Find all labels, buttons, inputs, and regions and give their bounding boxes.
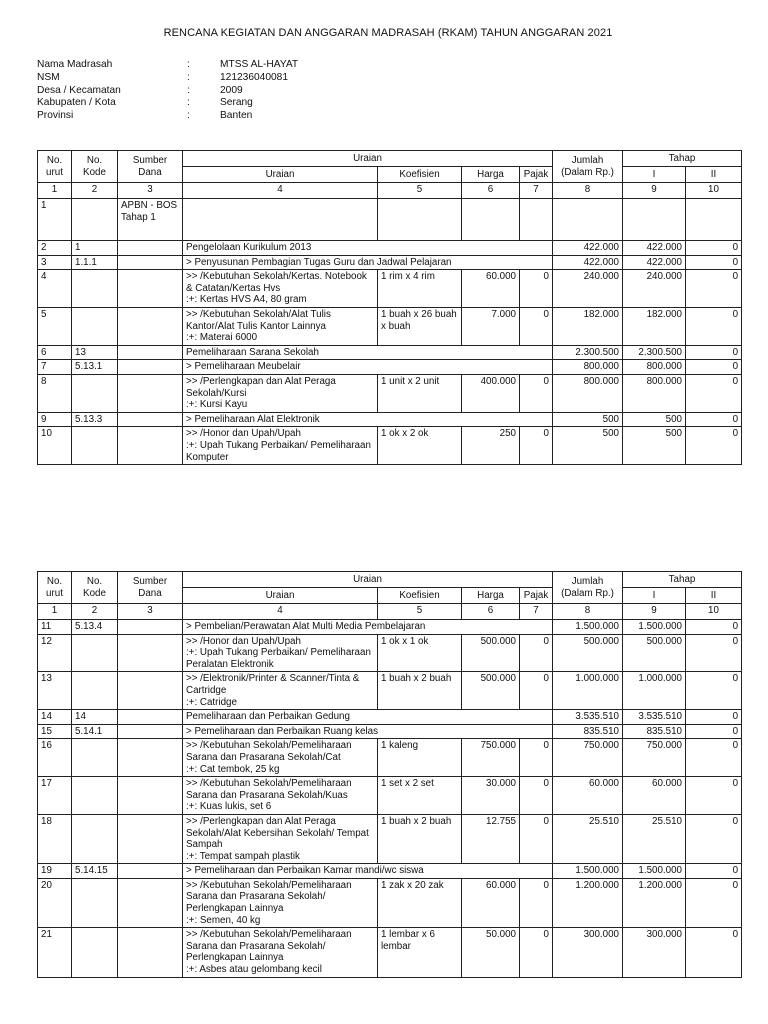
cell-tahap-2: 0 [686, 634, 742, 672]
cell-uraian: >> /Honor dan Upah/Upah :+: Upah Tukang Perbaikan/ Pemeliharaan Peralatan Elektronik [183, 634, 378, 672]
table-row [38, 620, 742, 635]
cell-jumlah: 3.535.510 [553, 710, 623, 725]
cell-no-urut: 1 [38, 199, 72, 241]
cell-koefisien: 1 zak x 20 zak [378, 878, 462, 927]
column-number: 1 [38, 183, 72, 199]
cell-no-kode [72, 672, 118, 710]
table-row [38, 864, 742, 879]
header-jumlah: Jumlah (Dalam Rp.) [553, 151, 623, 183]
cell-tahap-2: 0 [686, 710, 742, 725]
cell-no-urut: 2 [38, 241, 72, 256]
table-row [38, 710, 742, 725]
header-tahap: Tahap [623, 151, 742, 167]
cell-tahap-2: 0 [686, 724, 742, 739]
table-row [38, 255, 742, 270]
cell-tahap-2: 0 [686, 878, 742, 927]
cell-jumlah: 240.000 [553, 270, 623, 308]
table-header [38, 572, 742, 620]
header-tahap: Tahap [623, 572, 742, 588]
cell-uraian: >> /Perlengkapan dan Alat Peraga Sekolah/Alat Kebersihan Sekolah/ Tempat Sampah :+: Tempat sampah plastik [183, 814, 378, 863]
cell-pajak: 0 [520, 777, 553, 815]
cell-sumber-dana [118, 777, 183, 815]
cell-jumlah: 500 [553, 427, 623, 465]
cell-sumber-dana [118, 307, 183, 345]
column-number: 5 [378, 604, 462, 620]
cell-jumlah: 500 [553, 412, 623, 427]
cell-jumlah: 800.000 [553, 360, 623, 375]
cell-koefisien: 1 ok x 1 ok [378, 634, 462, 672]
cell-tahap-2: 0 [686, 928, 742, 977]
cell-jumlah: 800.000 [553, 374, 623, 412]
cell-uraian: >> /Elektronik/Printer & Scanner/Tinta & Cartridge :+: Catridge [183, 672, 378, 710]
cell-no-urut: 14 [38, 710, 72, 725]
cell-uraian: >> /Honor dan Upah/Upah :+: Upah Tukang Perbaikan/ Pemeliharaan Komputer [183, 427, 378, 465]
cell-harga: 7.000 [462, 307, 520, 345]
cell-jumlah: 750.000 [553, 739, 623, 777]
cell-no-urut: 8 [38, 374, 72, 412]
header-no-kode: No. Kode [72, 572, 118, 604]
rkam-table-1 [37, 150, 742, 465]
cell-no-kode: 5.14.15 [72, 864, 118, 879]
cell-tahap-2: 0 [686, 374, 742, 412]
header-no-urut: No. urut [38, 572, 72, 604]
info-row [37, 59, 298, 72]
cell-koefisien: 1 rim x 4 rim [378, 270, 462, 308]
cell-uraian: >> /Kebutuhan Sekolah/Alat Tulis Kantor/Alat Tulis Kantor Lainnya :+: Materai 6000 [183, 307, 378, 345]
cell-tahap-2: 0 [686, 777, 742, 815]
header-koefisien: Koefisien [378, 588, 462, 604]
cell-koefisien: 1 kaleng [378, 739, 462, 777]
table-row [38, 928, 742, 977]
cell-tahap-1: 422.000 [623, 255, 686, 270]
cell-sumber-dana [118, 412, 183, 427]
header-tahap-2: II [686, 588, 742, 604]
document-title: RENCANA KEGIATAN DAN ANGGARAN MADRASAH (RKAM) TAHUN ANGGARAN 2021 [163, 27, 613, 39]
column-number: 10 [686, 604, 742, 620]
cell-tahap-1: 300.000 [623, 928, 686, 977]
info-row [37, 97, 298, 110]
cell-no-urut: 12 [38, 634, 72, 672]
cell-tahap-1: 500.000 [623, 634, 686, 672]
cell-jumlah: 1.200.000 [553, 878, 623, 927]
info-row [37, 72, 298, 85]
cell-no-urut: 19 [38, 864, 72, 879]
cell-no-kode: 1.1.1 [72, 255, 118, 270]
cell-tahap-1: 750.000 [623, 739, 686, 777]
info-value: Serang [220, 97, 253, 109]
column-number: 9 [623, 604, 686, 620]
cell-no-kode: 5.13.4 [72, 620, 118, 635]
cell-tahap-2: 0 [686, 307, 742, 345]
cell-no-kode: 5.13.1 [72, 360, 118, 375]
cell-sumber-dana [118, 427, 183, 465]
header-no-kode: No. Kode [72, 151, 118, 183]
cell-no-urut: 7 [38, 360, 72, 375]
table-row [38, 427, 742, 465]
cell-uraian: > Pemeliharaan dan Perbaikan Ruang kelas [183, 724, 553, 739]
cell-pajak: 0 [520, 878, 553, 927]
cell-tahap-2: 0 [686, 672, 742, 710]
info-value: 2009 [220, 84, 243, 96]
cell-harga: 250 [462, 427, 520, 465]
info-label: NSM [37, 71, 60, 83]
cell-sumber-dana [118, 620, 183, 635]
cell-harga: 60.000 [462, 878, 520, 927]
cell-sumber-dana [118, 739, 183, 777]
cell-tahap-1: 1.500.000 [623, 620, 686, 635]
header-pajak: Pajak [520, 588, 553, 604]
cell-no-kode [72, 777, 118, 815]
header-tahap-1: I [623, 588, 686, 604]
cell-koefisien: 1 ok x 2 ok [378, 427, 462, 465]
cell-no-kode [72, 427, 118, 465]
cell-uraian: > Pemeliharaan dan Perbaikan Kamar mandi/wc siswa [183, 864, 553, 879]
cell-no-urut: 21 [38, 928, 72, 977]
cell-tahap-2: 0 [686, 412, 742, 427]
column-number: 8 [553, 604, 623, 620]
column-number: 2 [72, 183, 118, 199]
cell-jumlah: 1.000.000 [553, 672, 623, 710]
cell-sumber-dana [118, 864, 183, 879]
cell-jumlah [553, 199, 623, 241]
info-colon: : [187, 59, 190, 70]
header-tahap-1: I [623, 167, 686, 183]
cell-uraian: > Pemeliharaan Alat Elektronik [183, 412, 553, 427]
header-tahap-2: II [686, 167, 742, 183]
column-number: 6 [462, 183, 520, 199]
header-uraian-group: Uraian [183, 572, 553, 588]
cell-uraian: Pengelolaan Kurikulum 2013 [183, 241, 553, 256]
cell-tahap-1: 800.000 [623, 360, 686, 375]
cell-tahap-1: 182.000 [623, 307, 686, 345]
header-pajak: Pajak [520, 167, 553, 183]
cell-tahap-2: 0 [686, 739, 742, 777]
cell-pajak [520, 199, 553, 241]
cell-jumlah: 1.500.000 [553, 864, 623, 879]
table-row [38, 360, 742, 375]
cell-tahap-1: 1.200.000 [623, 878, 686, 927]
cell-pajak: 0 [520, 739, 553, 777]
cell-no-kode [72, 928, 118, 977]
cell-no-kode: 5.13.3 [72, 412, 118, 427]
cell-tahap-1: 240.000 [623, 270, 686, 308]
table-row [38, 374, 742, 412]
cell-koefisien: 1 unit x 2 unit [378, 374, 462, 412]
header-no-urut: No. urut [38, 151, 72, 183]
cell-sumber-dana [118, 878, 183, 927]
cell-no-kode [72, 270, 118, 308]
cell-harga: 50.000 [462, 928, 520, 977]
cell-uraian: Pemeliharaan dan Perbaikan Gedung [183, 710, 553, 725]
cell-no-kode [72, 199, 118, 241]
cell-no-kode [72, 878, 118, 927]
rkam-table-2 [37, 571, 742, 978]
cell-tahap-2: 0 [686, 427, 742, 465]
cell-uraian: > Pembelian/Perawatan Alat Multi Media Pembelajaran [183, 620, 553, 635]
info-label: Kabupaten / Kota [37, 97, 116, 109]
cell-jumlah: 182.000 [553, 307, 623, 345]
cell-no-urut: 4 [38, 270, 72, 308]
header-uraian: Uraian [183, 167, 378, 183]
cell-no-kode: 5.14.1 [72, 724, 118, 739]
cell-harga: 500.000 [462, 672, 520, 710]
cell-harga: 60.000 [462, 270, 520, 308]
cell-jumlah: 835.510 [553, 724, 623, 739]
header-uraian: Uraian [183, 588, 378, 604]
cell-no-kode: 13 [72, 345, 118, 360]
cell-uraian: >> /Kebutuhan Sekolah/Kertas. Notebook & Catatan/Kertas Hvs :+: Kertas HVS A4, 80 gram [183, 270, 378, 308]
column-number-row [38, 183, 742, 199]
table-row [38, 345, 742, 360]
cell-no-urut: 9 [38, 412, 72, 427]
header-harga: Harga [462, 167, 520, 183]
info-colon: : [187, 84, 190, 96]
column-number: 6 [462, 604, 520, 620]
column-number: 3 [118, 604, 183, 620]
header-jumlah: Jumlah (Dalam Rp.) [553, 572, 623, 604]
cell-pajak: 0 [520, 634, 553, 672]
info-colon: : [187, 110, 190, 122]
cell-sumber-dana [118, 345, 183, 360]
table-body [38, 620, 742, 978]
cell-tahap-2: 0 [686, 345, 742, 360]
table-row [38, 270, 742, 308]
column-number: 4 [183, 183, 378, 199]
cell-koefisien: 1 buah x 2 buah [378, 672, 462, 710]
cell-tahap-1: 500 [623, 427, 686, 465]
info-label: Desa / Kecamatan [37, 84, 121, 96]
info-label: Provinsi [37, 110, 74, 122]
cell-tahap-1: 25.510 [623, 814, 686, 863]
cell-no-kode [72, 739, 118, 777]
cell-tahap-1: 1.000.000 [623, 672, 686, 710]
cell-no-kode [72, 634, 118, 672]
cell-sumber-dana [118, 374, 183, 412]
cell-no-urut: 3 [38, 255, 72, 270]
cell-sumber-dana [118, 724, 183, 739]
column-number: 10 [686, 183, 742, 199]
cell-sumber-dana [118, 270, 183, 308]
cell-no-urut: 13 [38, 672, 72, 710]
cell-uraian: >> /Kebutuhan Sekolah/Pemeliharaan Sarana dan Prasarana Sekolah/Cat :+: Cat tembok, 25 kg [183, 739, 378, 777]
table-row [38, 672, 742, 710]
cell-tahap-2: 0 [686, 864, 742, 879]
column-number: 1 [38, 604, 72, 620]
info-label: Nama Madrasah [37, 59, 113, 70]
cell-jumlah: 25.510 [553, 814, 623, 863]
header-sumber-dana: Sumber Dana [118, 572, 183, 604]
cell-tahap-2: 0 [686, 270, 742, 308]
cell-koefisien [378, 199, 462, 241]
table-row [38, 777, 742, 815]
table-row [38, 814, 742, 863]
cell-uraian: > Pemeliharaan Meubelair [183, 360, 553, 375]
cell-jumlah: 422.000 [553, 255, 623, 270]
cell-no-kode: 14 [72, 710, 118, 725]
cell-no-kode [72, 814, 118, 863]
column-number: 7 [520, 604, 553, 620]
cell-sumber-dana [118, 814, 183, 863]
cell-koefisien: 1 buah x 2 buah [378, 814, 462, 863]
cell-harga: 750.000 [462, 739, 520, 777]
cell-no-urut: 15 [38, 724, 72, 739]
cell-uraian: Pemeliharaan Sarana Sekolah [183, 345, 553, 360]
cell-jumlah: 422.000 [553, 241, 623, 256]
school-info-block [37, 59, 298, 123]
cell-tahap-1: 60.000 [623, 777, 686, 815]
cell-harga: 400.000 [462, 374, 520, 412]
cell-sumber-dana [118, 928, 183, 977]
table-header [38, 151, 742, 199]
cell-no-urut: 20 [38, 878, 72, 927]
cell-uraian: >> /Kebutuhan Sekolah/Pemeliharaan Sarana dan Prasarana Sekolah/ Perlengkapan Lainnya :+: Semen, 40 kg [183, 878, 378, 927]
header-harga: Harga [462, 588, 520, 604]
cell-uraian [183, 199, 378, 241]
header-sumber-dana: Sumber Dana [118, 151, 183, 183]
cell-tahap-2 [686, 199, 742, 241]
cell-tahap-2: 0 [686, 360, 742, 375]
column-number: 8 [553, 183, 623, 199]
cell-harga: 30.000 [462, 777, 520, 815]
cell-no-kode [72, 374, 118, 412]
cell-no-urut: 5 [38, 307, 72, 345]
cell-tahap-1: 500 [623, 412, 686, 427]
cell-no-urut: 18 [38, 814, 72, 863]
cell-pajak: 0 [520, 427, 553, 465]
info-colon: : [187, 71, 190, 83]
cell-harga: 12.755 [462, 814, 520, 863]
column-number: 9 [623, 183, 686, 199]
cell-uraian: > Penyusunan Pembagian Tugas Guru dan Jadwal Pelajaran [183, 255, 553, 270]
cell-no-urut: 11 [38, 620, 72, 635]
table-row [38, 307, 742, 345]
cell-tahap-1: 835.510 [623, 724, 686, 739]
cell-jumlah: 2.300.500 [553, 345, 623, 360]
cell-koefisien: 1 lembar x 6 lembar [378, 928, 462, 977]
cell-sumber-dana [118, 710, 183, 725]
table-row [38, 241, 742, 256]
table-body [38, 199, 742, 465]
cell-pajak: 0 [520, 307, 553, 345]
cell-jumlah: 1.500.000 [553, 620, 623, 635]
table-row [38, 739, 742, 777]
cell-pajak: 0 [520, 928, 553, 977]
cell-sumber-dana [118, 360, 183, 375]
table-row [38, 878, 742, 927]
cell-no-urut: 6 [38, 345, 72, 360]
cell-no-kode [72, 307, 118, 345]
table-row [38, 412, 742, 427]
cell-sumber-dana [118, 241, 183, 256]
cell-sumber-dana [118, 255, 183, 270]
cell-koefisien: 1 buah x 26 buah x buah [378, 307, 462, 345]
table-row [38, 634, 742, 672]
column-number: 5 [378, 183, 462, 199]
cell-pajak: 0 [520, 672, 553, 710]
info-colon: : [187, 97, 190, 109]
column-number-row [38, 604, 742, 620]
cell-pajak: 0 [520, 374, 553, 412]
cell-uraian: >> /Kebutuhan Sekolah/Pemeliharaan Sarana dan Prasarana Sekolah/Kuas :+: Kuas lukis, set 6 [183, 777, 378, 815]
cell-no-urut: 10 [38, 427, 72, 465]
cell-no-kode: 1 [72, 241, 118, 256]
column-number: 4 [183, 604, 378, 620]
cell-pajak: 0 [520, 270, 553, 308]
info-row [37, 110, 298, 123]
cell-tahap-1: 422.000 [623, 241, 686, 256]
column-number: 2 [72, 604, 118, 620]
table-row [38, 724, 742, 739]
cell-tahap-1: 3.535.510 [623, 710, 686, 725]
cell-uraian: >> /Kebutuhan Sekolah/Pemeliharaan Sarana dan Prasarana Sekolah/ Perlengkapan Lainnya :+: Asbes atau gelombang kecil [183, 928, 378, 977]
cell-pajak: 0 [520, 814, 553, 863]
cell-tahap-2: 0 [686, 255, 742, 270]
cell-uraian: >> /Perlengkapan dan Alat Peraga Sekolah/Kursi :+: Kursi Kayu [183, 374, 378, 412]
cell-tahap-2: 0 [686, 241, 742, 256]
cell-harga [462, 199, 520, 241]
info-value: Banten [220, 110, 253, 122]
cell-tahap-1: 2.300.500 [623, 345, 686, 360]
info-row [37, 85, 298, 98]
cell-sumber-dana: APBN - BOS Tahap 1 [118, 199, 183, 241]
cell-no-urut: 17 [38, 777, 72, 815]
cell-sumber-dana [118, 634, 183, 672]
header-koefisien: Koefisien [378, 167, 462, 183]
cell-koefisien: 1 set x 2 set [378, 777, 462, 815]
cell-tahap-2: 0 [686, 814, 742, 863]
info-value: 121236040081 [220, 71, 288, 83]
cell-sumber-dana [118, 672, 183, 710]
cell-tahap-1 [623, 199, 686, 241]
cell-harga: 500.000 [462, 634, 520, 672]
cell-no-urut: 16 [38, 739, 72, 777]
column-number: 7 [520, 183, 553, 199]
info-value: MTSS AL-HAYAT [220, 59, 299, 70]
cell-tahap-1: 800.000 [623, 374, 686, 412]
cell-tahap-1: 1.500.000 [623, 864, 686, 879]
table-row [38, 199, 742, 241]
column-number: 3 [118, 183, 183, 199]
cell-jumlah: 500.000 [553, 634, 623, 672]
header-uraian-group: Uraian [183, 151, 553, 167]
cell-tahap-2: 0 [686, 620, 742, 635]
cell-jumlah: 60.000 [553, 777, 623, 815]
cell-jumlah: 300.000 [553, 928, 623, 977]
